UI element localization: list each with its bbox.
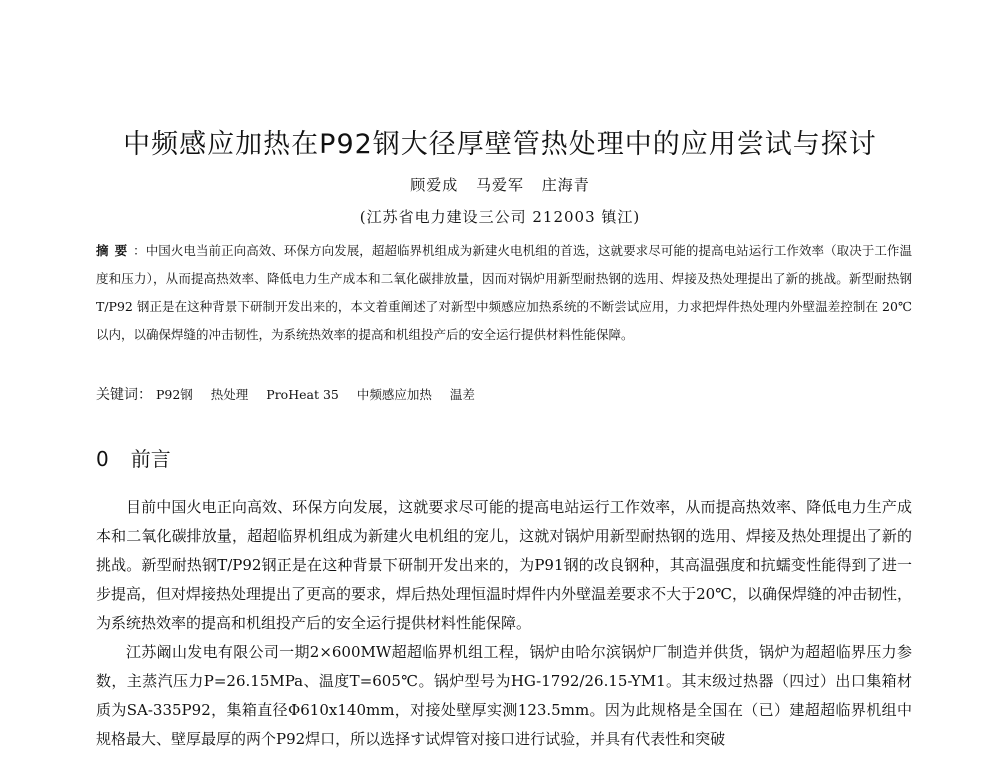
authors: 顾爱成 马爱军 庄海青	[410, 176, 590, 194]
abstract-colon: ：	[133, 243, 146, 258]
section-number: 0	[96, 447, 109, 471]
abstract	[96, 237, 912, 349]
keyword-item: ProHeat 35	[266, 387, 339, 402]
keyword-item: 中频感应加热	[356, 387, 432, 402]
paragraph: 目前中国火电正向高效、环保方向发展，这就要求尽可能的提高电站运行工作效率，从而提高热效率、降低电力生产成本和二氧化碳排放量，超超临界机组成为新建火电机组的宠儿，这就对锅炉用新型耐热钢的选用、焊接及热处理提出了新的挑战。新型耐热钢T/P92钢正是在这种背景下研制开发出来的，为P91钢的改良钢种，其高温强度和抗蠕变性能得到了进一步提高，但对焊接热处理提出了更高的要求，焊后热处理恒温时焊件内外壁温差要求不大于20℃，以确保焊缝的冲击韧性，为系统热效率的提高和机组投产后的安全运行提供材料性能保障。	[96, 498, 912, 632]
paper-title: 中频感应加热在P92钢大径厚壁管热处理中的应用尝试与探讨	[123, 129, 877, 160]
keywords-label: 关键词：	[96, 387, 152, 403]
affiliation: (江苏省电力建设三公司 212003 镇江)	[359, 208, 641, 226]
section-heading	[96, 443, 171, 472]
keyword-item: 热处理	[210, 387, 249, 402]
keyword-item: 温差	[449, 387, 475, 402]
body-text	[96, 493, 912, 754]
abstract-text: 中国火电当前正向高效、环保方向发展，超超临界机组成为新建火电机组的首选，这就要求尽可能的提高电站运行工作效率（取决于工作温度和压力），从而提高热效率、降低电力生产成本和二氧化碳排放量，因而对锅炉用新型耐热钢的选用、焊接及热处理提出了新的挑战。新型耐热钢 T/P92 钢正是在这种背景下研制开发出来的，本文着重阐述了对新型中频感应加热系统的不断尝试应用，力求把焊件热处理内外壁温差控制在 20℃以内，以确保焊缝的冲击韧性，为系统热效率的提高和机组投产后的安全运行提供材料性能保障。	[96, 243, 912, 342]
keywords	[96, 383, 912, 407]
section-title: 前言	[130, 447, 171, 471]
keyword-item: P92钢	[155, 387, 193, 402]
paragraph: 江苏阚山发电有限公司一期2×600MW超超临界机组工程，锅炉由哈尔滨锅炉厂制造并供货，锅炉为超超临界压力参数，主蒸汽压力P=26.15MPa、温度T=605℃。锅炉型号为HG-1792/26.15-YM1。其末级过热器（四过）出口集箱材质为SA-335P92，集箱直径Φ610x140mm，对接处壁厚实测123.5mm。因为此规格是全国在（已）建超超临界机组中规格最大、壁厚最厚的两个P92焊口，所以选择す试焊管对接口进行试验，并具有代表性和突破	[96, 643, 912, 748]
abstract-label: 摘要	[96, 243, 134, 258]
